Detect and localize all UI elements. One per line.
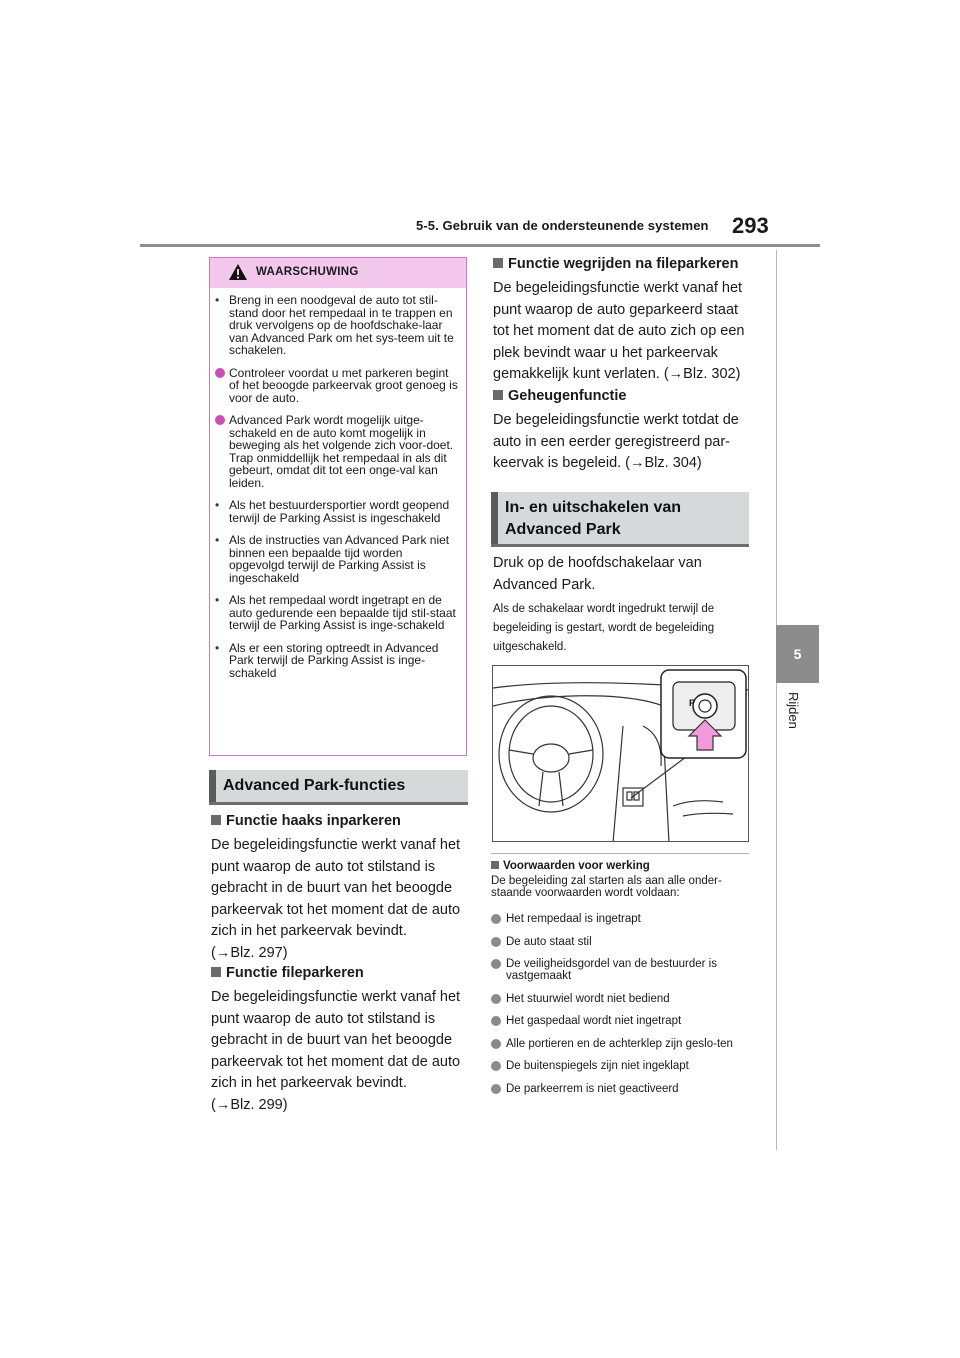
circle-bullet-icon: [491, 1039, 501, 1049]
warning-item: [215, 534, 459, 584]
page-number: 293: [732, 213, 769, 238]
condition-item: [491, 1083, 751, 1095]
circle-bullet-icon: [491, 1084, 501, 1094]
square-bullet-icon: [211, 967, 221, 977]
parking-switch-letter: P: [689, 698, 696, 708]
dashboard-illustration: [492, 665, 749, 842]
warning-item-text: Als het bestuurdersportier wordt geopend terwijl de Parking Assist is ingeschakeld: [229, 498, 450, 525]
text-parallel-parking: [211, 987, 469, 1116]
text-memory-function: De begeleidingsfunctie werkt totdat de auto in een eerder geregistreerd par-keervak is begeleid. (→Blz. 304): [493, 412, 739, 471]
square-bullet-icon: [493, 258, 503, 268]
heading-memory-function: [493, 388, 626, 404]
circle-bullet-icon: [491, 1016, 501, 1026]
warning-triangle-icon: [228, 263, 248, 281]
bullet-icon: •: [215, 293, 220, 307]
warning-item: [215, 414, 459, 489]
warning-item: [215, 367, 459, 405]
section-marker: [209, 770, 216, 802]
square-bullet-icon: [493, 390, 503, 400]
heading-text: Functie fileparkeren: [226, 965, 364, 981]
circle-bullet-icon: [215, 368, 225, 378]
condition-text: De buitenspiegels zijn niet ingeklapt: [506, 1060, 689, 1072]
circle-bullet-icon: [491, 1061, 501, 1071]
warning-item-text: Controleer voordat u met parkeren begint of het beoogde parkeervak groot genoeg is voor de auto.: [229, 365, 458, 405]
condition-item: [491, 1038, 751, 1050]
heading-perpendicular-parking: [211, 813, 401, 829]
warning-item-text: Breng in een noodgeval de auto tot stil-stand door het rempedaal in te trappen en druk vervolgens op de hoofdschake-laar van Advanced Park om het sys-teem uit te schakelen.: [229, 293, 454, 357]
text-perpendicular-parking: [211, 835, 469, 964]
dashboard-drawing: [493, 666, 749, 842]
circle-bullet-icon: [491, 914, 501, 924]
text-press-switch: Druk op de hoofdschakelaar van Advanced Park.: [493, 555, 702, 593]
warning-item-text: Als het rempedaal wordt ingetrapt en de auto gedurende een bepaalde tijd stil-staat terwijl de Parking Assist is inge-schakeld: [229, 593, 456, 632]
condition-item: [491, 958, 751, 982]
section-title-onoff: In- en uitschakelen van Advanced Park: [505, 499, 682, 538]
condition-text: De veiligheidsgordel van de bestuurder is vastgemaakt: [506, 958, 717, 982]
square-bullet-icon: [491, 861, 499, 869]
text-exit-parallel: De begeleidingsfunctie werkt vanaf het punt waarop de auto geparkeerd staat tot het moment dat de auto zich op een plek bevindt waar u het parkeervak gemakkelijk kunt verlaten. (→Blz. 302): [493, 280, 745, 382]
circle-bullet-icon: [491, 959, 501, 969]
conditions-list: [491, 913, 751, 1105]
heading-exit-parallel: [493, 256, 738, 272]
bullet-icon: •: [215, 593, 220, 607]
condition-item: [491, 936, 751, 948]
condition-text: Alle portieren en de achterklep zijn geslo-ten: [506, 1037, 733, 1050]
circle-bullet-icon: [491, 994, 501, 1004]
warning-item-text: Advanced Park wordt mogelijk uitge-schakeld en de auto komt mogelijk in beweging als het volgende zich voor-doet. Trap onmiddellijk het rempedaal in als dit gebeurt, omdat dit tot een onge-val kan leiden.: [229, 413, 454, 490]
heading-text: Voorwaarden voor werking: [503, 860, 650, 872]
condition-text: De parkeerrem is niet geactiveerd: [506, 1082, 679, 1095]
condition-text: Het rempedaal is ingetrapt: [506, 913, 641, 925]
warning-item-text: Als er een storing optreedt in Advanced Park terwijl de Parking Assist is inge-schakeld: [229, 640, 439, 680]
warning-item: [215, 294, 459, 357]
warning-item-text: Als de instructies van Advanced Park niet binnen een bepaalde tijd worden opgevolgd terwijl de Parking Assist is ingeschakeld: [229, 533, 450, 585]
chapter-number: 5: [793, 646, 802, 662]
warning-title: WAARSCHUWING: [256, 266, 359, 278]
warning-item: [215, 642, 459, 680]
condition-item: [491, 993, 751, 1005]
heading-text: Functie wegrijden na fileparkeren: [508, 256, 739, 272]
paragraph: De begeleidingsfunctie werkt vanaf het punt waarop de auto tot stilstand is gebracht in de buurt van het beoogde parkeervak tot het moment dat de auto zich in het parkeervak bevindt.: [211, 837, 461, 939]
conditions-intro: De begeleiding zal starten als aan alle onder-staande voorwaarden wordt voldaan:: [491, 875, 722, 899]
condition-text: De auto staat stil: [506, 935, 592, 948]
square-bullet-icon: [211, 815, 221, 825]
header-divider: [140, 244, 820, 247]
condition-item: [491, 1060, 751, 1072]
page-reference: (→Blz. 297): [211, 944, 288, 961]
circle-bullet-icon: [491, 937, 501, 947]
warning-item: [215, 499, 459, 524]
warning-item: [215, 594, 459, 632]
chapter-tab: [776, 625, 819, 683]
conditions-heading: [491, 860, 650, 872]
page-reference: (→Blz. 299): [211, 1096, 288, 1113]
section-title-functions: Advanced Park-functies: [223, 777, 406, 794]
section-bar-onoff: [491, 492, 749, 547]
conditions-divider: [491, 853, 749, 854]
circle-bullet-icon: [215, 415, 225, 425]
section-marker: [491, 492, 498, 544]
bullet-icon: •: [215, 640, 220, 655]
condition-item: [491, 913, 751, 925]
paragraph: De begeleidingsfunctie werkt vanaf het punt waarop de auto tot stilstand is gebracht in de buurt van het beoogde parkeervak tot het moment dat de auto zich in het parkeervak bevindt.: [211, 989, 461, 1091]
note-press-switch: Als de schakelaar wordt ingedrukt terwijl de begeleiding is gestart, wordt de begeleiding uitgeschakeld.: [493, 603, 715, 653]
condition-text: Het stuurwiel wordt niet bediend: [506, 992, 670, 1005]
section-bar-functions: [209, 770, 468, 805]
condition-item: [491, 1015, 751, 1027]
bullet-icon: •: [215, 533, 220, 547]
chapter-label: Rijden: [786, 692, 801, 729]
section-header-title: 5-5. Gebruik van de ondersteunende systemen: [416, 218, 709, 233]
condition-text: Het gaspedaal wordt niet ingetrapt: [506, 1015, 682, 1027]
heading-parallel-parking: [211, 965, 364, 981]
warning-list: [215, 294, 459, 689]
side-divider: [776, 250, 777, 1150]
heading-text: Functie haaks inparkeren: [226, 813, 401, 829]
bullet-icon: •: [215, 498, 220, 512]
heading-text: Geheugenfunctie: [508, 388, 627, 404]
